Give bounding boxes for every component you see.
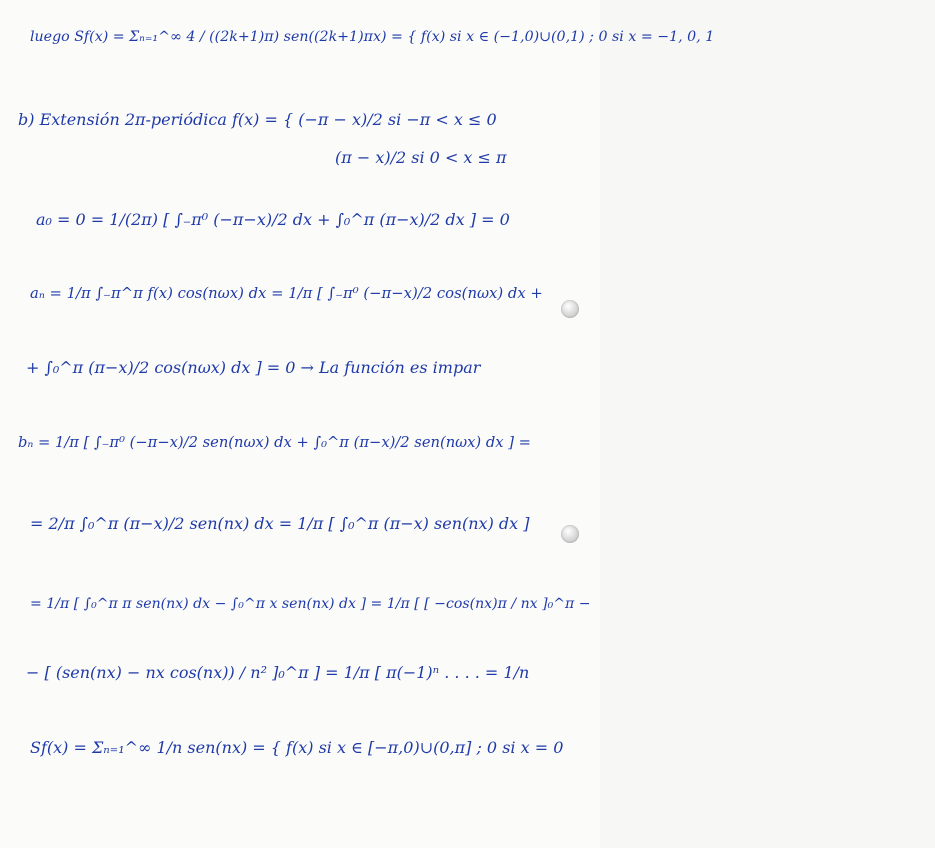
- binder-hole: [561, 525, 579, 543]
- binder-hole: [561, 300, 579, 318]
- equation-line: − [ (sen(nx) − nx cos(nx)) / n² ]₀^π ] = 1/π [ π(−1)ⁿ . . . . = 1/n: [26, 663, 530, 682]
- equation-line: = 1/π [ ∫₀^π π sen(nx) dx − ∫₀^π x sen(nx) dx ] = 1/π [ [ −cos(nx)π / nx ]₀^π −: [30, 596, 591, 612]
- equation-line: a₀ = 0 = 1/(2π) [ ∫₋π⁰ (−π−x)/2 dx + ∫₀^π (π−x)/2 dx ] = 0: [36, 210, 510, 229]
- equation-line: aₙ = 1/π ∫₋π^π f(x) cos(nωx) dx = 1/π [ ∫₋π⁰ (−π−x)/2 cos(nωx) dx +: [30, 285, 543, 302]
- equation-line: + ∫₀^π (π−x)/2 cos(nωx) dx ] = 0 → La función es impar: [26, 358, 481, 377]
- equation-line: bₙ = 1/π [ ∫₋π⁰ (−π−x)/2 sen(nωx) dx + ∫₀^π (π−x)/2 sen(nωx) dx ] =: [18, 434, 531, 451]
- equation-line: luego Sf(x) = Σₙ₌₁^∞ 4 / ((2k+1)π) sen((2k+1)πx) = { f(x) si x ∈ (−1,0)∪(0,1) ; 0 si x = −1, 0, 1: [30, 29, 715, 45]
- equation-line: b) Extensión 2π-periódica f(x) = { (−π − x)/2 si −π < x ≤ 0: [18, 110, 497, 129]
- equation-line: = 2/π ∫₀^π (π−x)/2 sen(nx) dx = 1/π [ ∫₀^π (π−x) sen(nx) dx ]: [30, 514, 530, 533]
- equation-line: Sf(x) = Σₙ₌₁^∞ 1/n sen(nx) = { f(x) si x ∈ [−π,0)∪(0,π] ; 0 si x = 0: [30, 738, 564, 757]
- equation-line: (π − x)/2 si 0 < x ≤ π: [335, 148, 507, 167]
